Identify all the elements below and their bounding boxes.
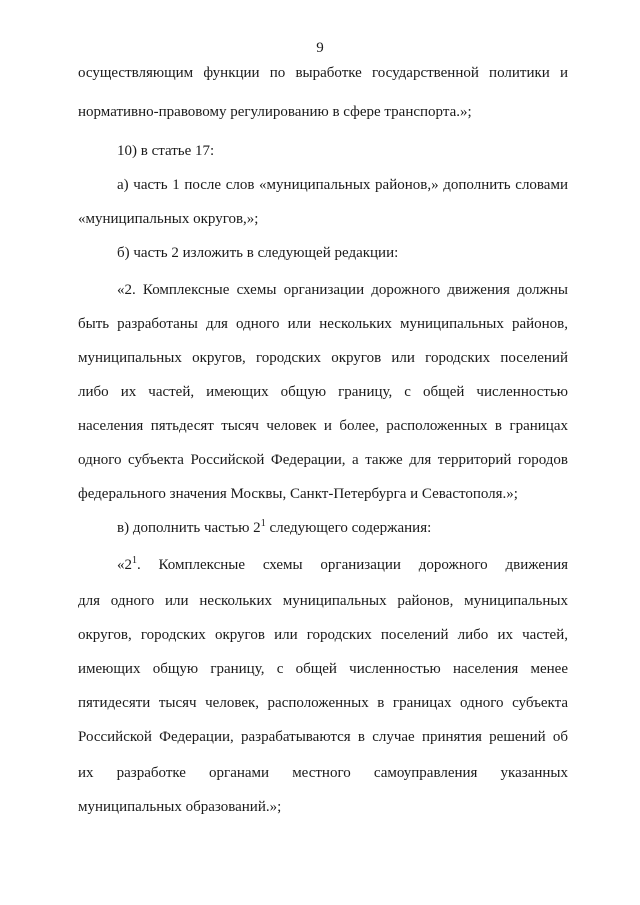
superscript: 1 <box>260 518 266 529</box>
text-line: федерального значения Москвы, Санкт-Петербурга и Севастополя.»; <box>78 486 518 502</box>
text-line: «муниципальных округов,»; <box>78 211 259 227</box>
text-line: б) часть 2 изложить в следующей редакции: <box>117 245 399 261</box>
text-line: осуществляющим функции по выработке государственной политики и <box>78 65 568 81</box>
text-fragment: «2 <box>117 557 132 573</box>
text-line: населения пятьдесят тысяч человек и более, расположенных в границах <box>78 418 568 434</box>
superscript: 1 <box>132 555 137 566</box>
text-line: 10) в статье 17: <box>117 143 215 159</box>
text-line <box>117 519 431 537</box>
text-line: округов, городских округов или городских поселений либо их частей, <box>78 627 568 643</box>
text-line: их разработке органами местного самоуправления указанных <box>78 765 568 781</box>
text-line: либо их частей, имеющих общую границу, с общей численностью <box>78 384 568 400</box>
text-line: нормативно-правовому регулированию в сфере транспорта.»; <box>78 104 472 120</box>
text-line <box>117 556 568 574</box>
page-number: 9 <box>316 40 324 56</box>
text-line: Российской Федерации, разрабатываются в случае принятия решений об <box>78 729 568 745</box>
text-line: а) часть 1 после слов «муниципальных районов,» дополнить словами <box>117 177 568 193</box>
text-line: быть разработаны для одного или нескольких муниципальных районов, <box>78 316 568 332</box>
text-line: одного субъекта Российской Федерации, а также для территорий городов <box>78 452 568 468</box>
text-line: для одного или нескольких муниципальных районов, муниципальных <box>78 593 568 609</box>
text-line: «2. Комплексные схемы организации дорожного движения должны <box>117 282 568 298</box>
text-line: имеющих общую границу, с общей численностью населения менее <box>78 661 568 677</box>
text-line: пятидесяти тысяч человек, расположенных в границах одного субъекта <box>78 695 568 711</box>
text-fragment: в) дополнить частью 2 <box>117 520 261 536</box>
text-line: муниципальных образований.»; <box>78 799 282 815</box>
text-line: муниципальных округов, городских округов или городских поселений <box>78 350 568 366</box>
text-fragment: . Комплексные схемы организации дорожного движения <box>137 557 568 573</box>
text-fragment: следующего содержания: <box>265 520 432 536</box>
